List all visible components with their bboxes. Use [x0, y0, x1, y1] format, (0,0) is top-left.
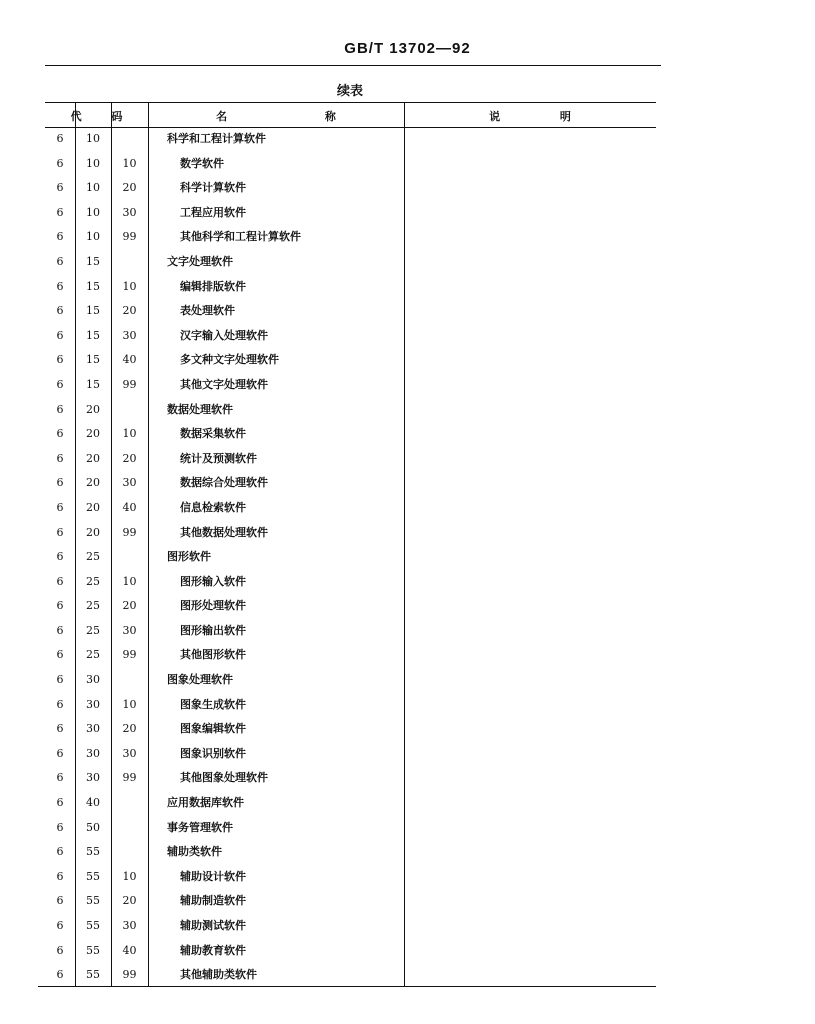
code-level-1: 6	[56, 771, 64, 785]
code-level-3: 10	[122, 869, 137, 883]
code-level-2: 30	[86, 771, 100, 785]
code-level-2: 15	[86, 279, 100, 293]
code-level-2: 20	[86, 427, 100, 441]
table-row	[0, 275, 815, 300]
code-level-3: 20	[122, 181, 137, 195]
code-level-3: 30	[122, 476, 137, 490]
table-row	[0, 422, 815, 447]
table-row	[0, 766, 815, 791]
code-level-1: 6	[56, 353, 64, 367]
code-level-3: 30	[122, 746, 137, 760]
header-name-char-1: 名	[216, 110, 228, 123]
header-desc-char-1: 说	[489, 110, 501, 123]
table-row	[0, 152, 815, 177]
category-name: 图象处理软件	[167, 673, 233, 687]
category-name: 辅助教育软件	[180, 943, 246, 957]
table-row	[0, 963, 815, 988]
category-name: 文字处理软件	[167, 254, 233, 268]
category-name: 汉字输入处理软件	[180, 328, 268, 342]
code-level-2: 10	[86, 230, 100, 244]
header-desc-char-2: 明	[559, 110, 571, 123]
code-level-3: 99	[122, 230, 137, 244]
code-level-2: 30	[86, 722, 100, 736]
code-level-3: 10	[122, 279, 137, 293]
header-code	[45, 108, 148, 124]
code-level-1: 6	[56, 746, 64, 760]
table-row	[0, 619, 815, 644]
category-name: 其他图象处理软件	[180, 771, 268, 785]
code-level-1: 6	[56, 279, 64, 293]
code-level-2: 15	[86, 353, 100, 367]
code-level-3: 20	[122, 599, 137, 613]
category-name: 图象识别软件	[180, 746, 246, 760]
category-name: 科学计算软件	[180, 181, 246, 195]
code-level-3: 30	[122, 328, 137, 342]
category-name: 编辑排版软件	[180, 279, 246, 293]
table-row	[0, 127, 815, 152]
code-level-2: 55	[86, 943, 100, 957]
code-level-3: 10	[122, 427, 137, 441]
code-level-1: 6	[56, 894, 64, 908]
code-level-2: 25	[86, 648, 100, 662]
table-row	[0, 840, 815, 865]
code-level-2: 20	[86, 476, 100, 490]
code-level-2: 10	[86, 205, 100, 219]
code-level-1: 6	[56, 328, 64, 342]
category-name: 表处理软件	[180, 304, 235, 318]
table-row	[0, 643, 815, 668]
code-level-1: 6	[56, 304, 64, 318]
table-row	[0, 545, 815, 570]
code-level-1: 6	[56, 451, 64, 465]
table-row	[0, 250, 815, 275]
category-name: 辅助制造软件	[180, 894, 246, 908]
code-level-3: 99	[122, 968, 137, 982]
code-level-1: 6	[56, 132, 64, 145]
code-level-1: 6	[56, 820, 64, 834]
category-name: 图象编辑软件	[180, 722, 246, 736]
category-name: 信息检索软件	[180, 500, 246, 514]
code-level-1: 6	[56, 796, 64, 810]
code-level-3: 40	[122, 943, 137, 957]
table-row	[0, 889, 815, 914]
code-level-2: 55	[86, 845, 100, 859]
category-name: 其他科学和工程计算软件	[180, 230, 301, 244]
code-level-2: 55	[86, 919, 100, 932]
code-level-3: 99	[122, 525, 137, 539]
category-name: 统计及预测软件	[180, 451, 257, 465]
code-level-2: 25	[86, 623, 100, 637]
code-level-1: 6	[56, 943, 64, 957]
code-level-1: 6	[56, 525, 64, 539]
code-level-1: 6	[56, 402, 64, 416]
code-level-3: 30	[122, 205, 137, 219]
table-row	[0, 693, 815, 718]
code-level-1: 6	[56, 869, 64, 883]
table-row	[0, 668, 815, 693]
header-code-char-2: 码	[111, 110, 123, 123]
category-name: 数据采集软件	[180, 427, 246, 441]
table-row	[0, 299, 815, 324]
category-name: 图形软件	[167, 550, 211, 564]
code-level-2: 20	[86, 500, 100, 514]
table-row	[0, 791, 815, 816]
table-row	[0, 373, 815, 398]
code-level-2: 55	[86, 968, 100, 982]
code-level-1: 6	[56, 623, 64, 637]
table-row	[0, 471, 815, 496]
table-row	[0, 717, 815, 742]
header-name	[148, 108, 404, 124]
code-level-2: 30	[86, 697, 100, 711]
code-level-3: 20	[122, 451, 137, 465]
category-name: 数学软件	[180, 156, 224, 170]
table-row	[0, 816, 815, 841]
category-name: 科学和工程计算软件	[167, 132, 266, 145]
category-name: 图形处理软件	[180, 599, 246, 613]
category-name: 其他辅助类软件	[180, 968, 257, 982]
category-name: 其他数据处理软件	[180, 525, 268, 539]
code-level-2: 15	[86, 304, 100, 318]
category-name: 图形输入软件	[180, 574, 246, 588]
code-level-2: 50	[86, 820, 100, 834]
table-row	[0, 939, 815, 964]
header-code-char-1: 代	[70, 110, 82, 123]
table-caption: 续表	[336, 84, 363, 99]
category-name: 辅助类软件	[167, 845, 222, 859]
code-level-1: 6	[56, 377, 64, 391]
category-name: 应用数据库软件	[167, 796, 244, 810]
code-level-2: 15	[86, 254, 100, 268]
code-level-3: 10	[122, 156, 137, 170]
code-level-3: 40	[122, 500, 137, 514]
table-row	[0, 570, 815, 595]
code-level-2: 15	[86, 377, 100, 391]
table-row	[0, 398, 815, 423]
code-level-2: 25	[86, 599, 100, 613]
code-level-2: 25	[86, 550, 100, 564]
code-level-1: 6	[56, 697, 64, 711]
code-level-3: 30	[122, 919, 137, 932]
table-row	[0, 324, 815, 349]
code-level-2: 15	[86, 328, 100, 342]
code-level-1: 6	[56, 500, 64, 514]
table-row	[0, 914, 815, 939]
code-level-1: 6	[56, 673, 64, 687]
code-level-2: 30	[86, 673, 100, 687]
code-level-2: 40	[86, 796, 100, 810]
code-level-1: 6	[56, 476, 64, 490]
code-level-1: 6	[56, 968, 64, 982]
table-row	[0, 447, 815, 472]
code-level-3: 40	[122, 353, 137, 367]
code-level-3: 20	[122, 304, 137, 318]
code-level-2: 20	[86, 525, 100, 539]
code-level-1: 6	[56, 254, 64, 268]
table-row	[0, 521, 815, 546]
code-level-3: 20	[122, 722, 137, 736]
code-level-1: 6	[56, 205, 64, 219]
category-name: 事务管理软件	[167, 820, 233, 834]
code-level-1: 6	[56, 230, 64, 244]
code-level-2: 55	[86, 869, 100, 883]
code-level-2: 10	[86, 132, 100, 145]
table-row	[0, 865, 815, 890]
category-name: 数据综合处理软件	[180, 476, 268, 490]
code-level-2: 25	[86, 574, 100, 588]
category-name: 其他文字处理软件	[180, 377, 268, 391]
code-level-2: 55	[86, 894, 100, 908]
header-rule	[45, 65, 661, 66]
code-level-1: 6	[56, 648, 64, 662]
table-row	[0, 348, 815, 373]
code-level-3: 20	[122, 894, 137, 908]
table-row	[0, 496, 815, 521]
table-row	[0, 176, 815, 201]
code-level-3: 30	[122, 623, 137, 637]
table-row	[0, 594, 815, 619]
table-row	[0, 225, 815, 250]
code-level-2: 10	[86, 156, 100, 170]
code-level-1: 6	[56, 722, 64, 736]
table-row	[0, 742, 815, 767]
standard-number: GB/T 13702—92	[344, 40, 471, 57]
category-name: 数据处理软件	[167, 402, 233, 416]
table-top-border	[45, 102, 656, 103]
code-level-3: 99	[122, 377, 137, 391]
code-level-1: 6	[56, 181, 64, 195]
code-level-3: 10	[122, 697, 137, 711]
category-name: 辅助测试软件	[180, 919, 246, 932]
code-level-1: 6	[56, 156, 64, 170]
header-description	[404, 108, 656, 124]
table-row	[0, 201, 815, 226]
code-level-1: 6	[56, 427, 64, 441]
code-level-3: 99	[122, 648, 137, 662]
category-name: 工程应用软件	[180, 205, 246, 219]
category-name: 辅助设计软件	[180, 869, 246, 883]
category-name: 图象生成软件	[180, 697, 246, 711]
category-name: 其他图形软件	[180, 648, 246, 662]
category-name: 多文种文字处理软件	[180, 353, 279, 367]
code-level-3: 99	[122, 771, 137, 785]
code-level-1: 6	[56, 599, 64, 613]
code-level-1: 6	[56, 845, 64, 859]
category-name: 图形输出软件	[180, 623, 246, 637]
code-level-2: 20	[86, 402, 100, 416]
code-level-1: 6	[56, 919, 64, 932]
code-level-2: 30	[86, 746, 100, 760]
header-name-char-2: 称	[324, 110, 336, 123]
code-level-2: 10	[86, 181, 100, 195]
code-level-1: 6	[56, 574, 64, 588]
table-body	[0, 127, 815, 988]
code-level-1: 6	[56, 550, 64, 564]
code-level-3: 10	[122, 574, 137, 588]
code-level-2: 20	[86, 451, 100, 465]
